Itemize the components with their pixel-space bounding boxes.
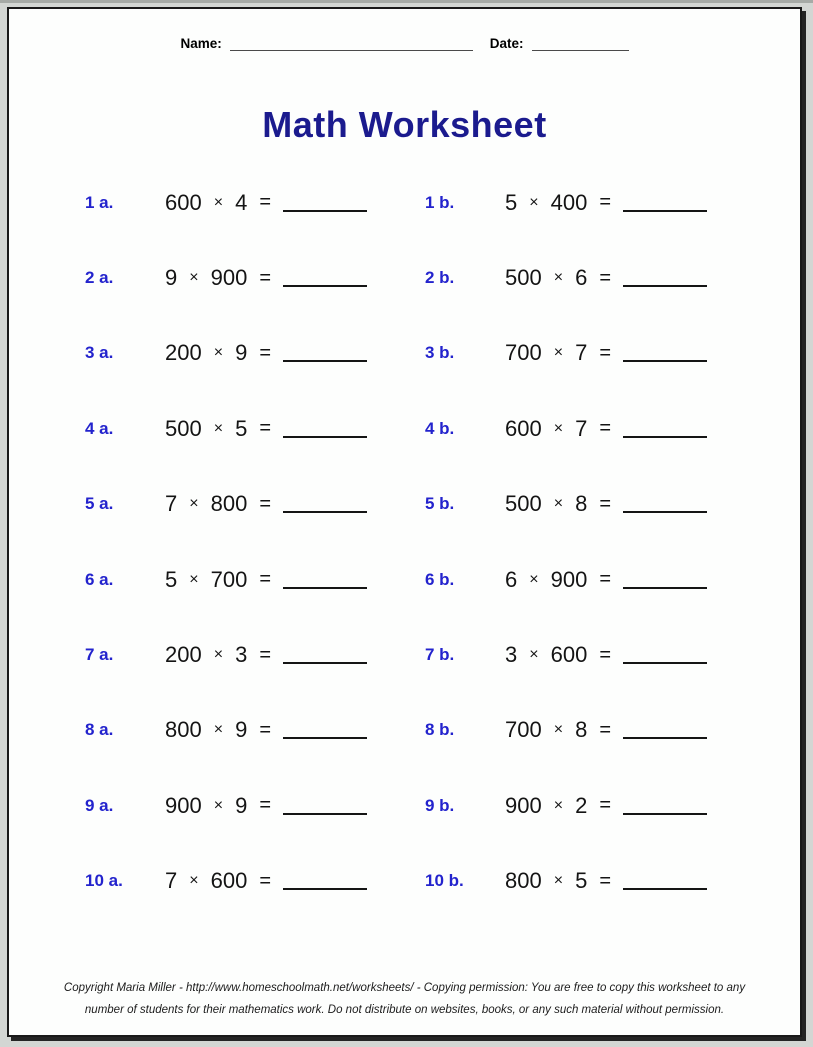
problem-row-7 bbox=[9, 617, 800, 692]
equals-sign: = bbox=[259, 794, 271, 817]
equals-sign: = bbox=[259, 266, 271, 289]
factor-1: 600 bbox=[505, 415, 542, 441]
page-title: Math Worksheet bbox=[262, 104, 547, 145]
copyright-footer bbox=[9, 977, 800, 1021]
factor-2: 600 bbox=[210, 868, 248, 894]
equals-sign: = bbox=[259, 643, 271, 666]
answer-blank bbox=[283, 662, 367, 664]
equals-sign: = bbox=[599, 266, 611, 289]
problem-number: 8 b. bbox=[425, 720, 455, 740]
problem-number: 5 a. bbox=[85, 494, 114, 514]
problem-6a bbox=[85, 567, 425, 593]
answer-blank bbox=[623, 587, 707, 589]
answer-blank bbox=[623, 662, 707, 664]
problem-number: 6 b. bbox=[425, 569, 455, 589]
factor-2: 9 bbox=[235, 792, 248, 818]
factor-1: 5 bbox=[165, 566, 178, 592]
multiply-sign: × bbox=[213, 721, 224, 739]
answer-blank bbox=[283, 813, 367, 815]
name-date-header bbox=[9, 35, 800, 51]
problem-expression bbox=[505, 265, 707, 291]
answer-blank bbox=[623, 511, 707, 513]
multiply-sign: × bbox=[189, 570, 199, 588]
factor-2: 5 bbox=[235, 415, 248, 441]
factor-2: 7 bbox=[575, 340, 588, 366]
problem-row-2 bbox=[9, 240, 800, 315]
factor-2: 400 bbox=[550, 189, 588, 215]
problem-5a bbox=[85, 491, 425, 517]
problem-number: 9 b. bbox=[425, 795, 455, 815]
problem-5b bbox=[425, 491, 707, 517]
problem-9a bbox=[85, 793, 425, 819]
problem-number: 2 b. bbox=[425, 268, 455, 288]
multiply-sign: × bbox=[213, 193, 224, 211]
problem-8b bbox=[425, 717, 707, 743]
multiply-sign: × bbox=[213, 419, 224, 437]
problem-expression bbox=[505, 416, 707, 442]
answer-blank bbox=[283, 511, 367, 513]
equals-sign: = bbox=[259, 869, 271, 892]
problem-row-6 bbox=[9, 542, 800, 617]
factor-1: 500 bbox=[505, 265, 542, 291]
problem-number: 8 a. bbox=[85, 720, 114, 740]
problem-3b bbox=[425, 340, 707, 366]
problem-row-3 bbox=[9, 316, 800, 391]
problem-number: 3 b. bbox=[425, 343, 455, 363]
problem-6b bbox=[425, 567, 707, 593]
copyright-line-2: number of students for their mathematics work. Do not distribute on websites, books, or any such material without permission. bbox=[84, 1004, 725, 1016]
answer-blank bbox=[623, 285, 707, 287]
problem-10b bbox=[425, 868, 707, 894]
problem-number: 10 a. bbox=[85, 871, 123, 891]
problem-expression bbox=[505, 868, 707, 894]
problem-row-10 bbox=[9, 844, 800, 919]
factor-2: 900 bbox=[210, 265, 248, 291]
multiply-sign: × bbox=[553, 872, 564, 890]
factor-1: 500 bbox=[505, 491, 542, 517]
problem-2b bbox=[425, 265, 707, 291]
answer-blank bbox=[623, 813, 707, 815]
problem-expression bbox=[165, 717, 367, 743]
problem-1a bbox=[85, 190, 425, 216]
equals-sign: = bbox=[599, 417, 611, 440]
problem-3a bbox=[85, 340, 425, 366]
problem-4a bbox=[85, 416, 425, 442]
answer-blank bbox=[283, 285, 367, 287]
answer-blank bbox=[623, 737, 707, 739]
problem-expression bbox=[165, 491, 367, 517]
problem-number: 7 a. bbox=[85, 645, 114, 665]
name-fill-line bbox=[230, 35, 473, 51]
equals-sign: = bbox=[599, 794, 611, 817]
factor-2: 700 bbox=[210, 566, 248, 592]
answer-blank bbox=[283, 210, 367, 212]
multiply-sign: × bbox=[529, 193, 539, 211]
answer-blank bbox=[283, 888, 367, 890]
multiply-sign: × bbox=[213, 344, 224, 362]
equals-sign: = bbox=[259, 417, 271, 440]
answer-blank bbox=[283, 436, 367, 438]
factor-2: 9 bbox=[235, 717, 248, 743]
problem-number: 2 a. bbox=[85, 268, 114, 288]
multiply-sign: × bbox=[553, 796, 564, 814]
problem-expression bbox=[505, 717, 707, 743]
factor-1: 600 bbox=[165, 189, 202, 215]
multiply-sign: × bbox=[189, 269, 199, 287]
equals-sign: = bbox=[599, 643, 611, 666]
factor-2: 8 bbox=[575, 491, 588, 517]
equals-sign: = bbox=[259, 191, 271, 214]
problem-row-4 bbox=[9, 391, 800, 466]
factor-1: 7 bbox=[165, 491, 178, 517]
answer-blank bbox=[623, 360, 707, 362]
problem-expression bbox=[505, 642, 707, 668]
problem-number: 5 b. bbox=[425, 494, 455, 514]
problem-number: 4 a. bbox=[85, 418, 114, 438]
factor-2: 5 bbox=[575, 868, 588, 894]
factor-2: 4 bbox=[235, 189, 248, 215]
multiply-sign: × bbox=[213, 646, 224, 664]
problem-expression bbox=[165, 190, 367, 216]
factor-2: 600 bbox=[550, 642, 588, 668]
answer-blank bbox=[623, 210, 707, 212]
problem-7b bbox=[425, 642, 707, 668]
problem-expression bbox=[505, 190, 707, 216]
name-label: Name: bbox=[180, 36, 222, 51]
factor-2: 9 bbox=[235, 340, 248, 366]
problem-1b bbox=[425, 190, 707, 216]
problem-expression bbox=[165, 642, 367, 668]
problem-9b bbox=[425, 793, 707, 819]
multiply-sign: × bbox=[529, 570, 539, 588]
date-label: Date: bbox=[489, 36, 524, 51]
problem-expression bbox=[165, 868, 367, 894]
factor-2: 8 bbox=[575, 717, 588, 743]
equals-sign: = bbox=[259, 341, 271, 364]
equals-sign: = bbox=[259, 492, 271, 515]
factor-2: 2 bbox=[575, 792, 588, 818]
factor-1: 200 bbox=[165, 340, 202, 366]
equals-sign: = bbox=[599, 718, 611, 741]
problem-expression bbox=[165, 793, 367, 819]
factor-2: 3 bbox=[235, 642, 248, 668]
multiply-sign: × bbox=[189, 872, 199, 890]
problem-number: 9 a. bbox=[85, 795, 114, 815]
equals-sign: = bbox=[599, 869, 611, 892]
multiply-sign: × bbox=[529, 646, 539, 664]
problem-row-1 bbox=[9, 165, 800, 240]
multiply-sign: × bbox=[553, 344, 564, 362]
answer-blank bbox=[283, 360, 367, 362]
problem-expression bbox=[165, 567, 367, 593]
problem-2a bbox=[85, 265, 425, 291]
problem-number: 6 a. bbox=[85, 569, 114, 589]
factor-1: 800 bbox=[505, 868, 542, 894]
problem-row-5 bbox=[9, 467, 800, 542]
copyright-line-1: Copyright Maria Miller - http://www.homeschoolmath.net/worksheets/ - Copying permission: You are free to copy this worksheet to any bbox=[63, 982, 746, 994]
problem-number: 7 b. bbox=[425, 645, 455, 665]
factor-2: 6 bbox=[575, 265, 588, 291]
factor-1: 700 bbox=[505, 340, 542, 366]
factor-2: 7 bbox=[575, 415, 588, 441]
factor-1: 500 bbox=[165, 415, 202, 441]
multiply-sign: × bbox=[553, 419, 564, 437]
multiply-sign: × bbox=[213, 796, 224, 814]
factor-1: 3 bbox=[505, 642, 518, 668]
factor-1: 200 bbox=[165, 642, 202, 668]
problems-grid bbox=[9, 165, 800, 919]
problem-expression bbox=[505, 567, 707, 593]
factor-2: 900 bbox=[550, 566, 588, 592]
problem-number: 3 a. bbox=[85, 343, 114, 363]
factor-1: 900 bbox=[505, 792, 542, 818]
problem-expression bbox=[165, 416, 367, 442]
problem-10a bbox=[85, 868, 425, 894]
problem-number: 1 b. bbox=[425, 192, 455, 212]
factor-1: 700 bbox=[505, 717, 542, 743]
problem-row-8 bbox=[9, 693, 800, 768]
factor-1: 7 bbox=[165, 868, 178, 894]
factor-2: 800 bbox=[210, 491, 248, 517]
answer-blank bbox=[623, 436, 707, 438]
multiply-sign: × bbox=[553, 721, 564, 739]
problem-8a bbox=[85, 717, 425, 743]
factor-1: 9 bbox=[165, 265, 178, 291]
equals-sign: = bbox=[259, 718, 271, 741]
problem-expression bbox=[505, 793, 707, 819]
problem-expression bbox=[165, 340, 367, 366]
problem-row-9 bbox=[9, 768, 800, 843]
problem-number: 1 a. bbox=[85, 192, 114, 212]
factor-1: 6 bbox=[505, 566, 518, 592]
problem-7a bbox=[85, 642, 425, 668]
equals-sign: = bbox=[599, 568, 611, 591]
factor-1: 900 bbox=[165, 792, 202, 818]
answer-blank bbox=[623, 888, 707, 890]
problem-expression bbox=[165, 265, 367, 291]
problem-expression bbox=[505, 491, 707, 517]
problem-number: 10 b. bbox=[425, 871, 464, 891]
multiply-sign: × bbox=[553, 495, 564, 513]
factor-1: 800 bbox=[165, 717, 202, 743]
answer-blank bbox=[283, 587, 367, 589]
equals-sign: = bbox=[599, 341, 611, 364]
date-fill-line bbox=[532, 35, 629, 51]
problem-4b bbox=[425, 416, 707, 442]
problem-expression bbox=[505, 340, 707, 366]
equals-sign: = bbox=[259, 568, 271, 591]
problem-number: 4 b. bbox=[425, 418, 455, 438]
equals-sign: = bbox=[599, 191, 611, 214]
answer-blank bbox=[283, 737, 367, 739]
multiply-sign: × bbox=[553, 269, 564, 287]
worksheet-page bbox=[7, 7, 802, 1037]
factor-1: 5 bbox=[505, 189, 518, 215]
multiply-sign: × bbox=[189, 495, 199, 513]
equals-sign: = bbox=[599, 492, 611, 515]
